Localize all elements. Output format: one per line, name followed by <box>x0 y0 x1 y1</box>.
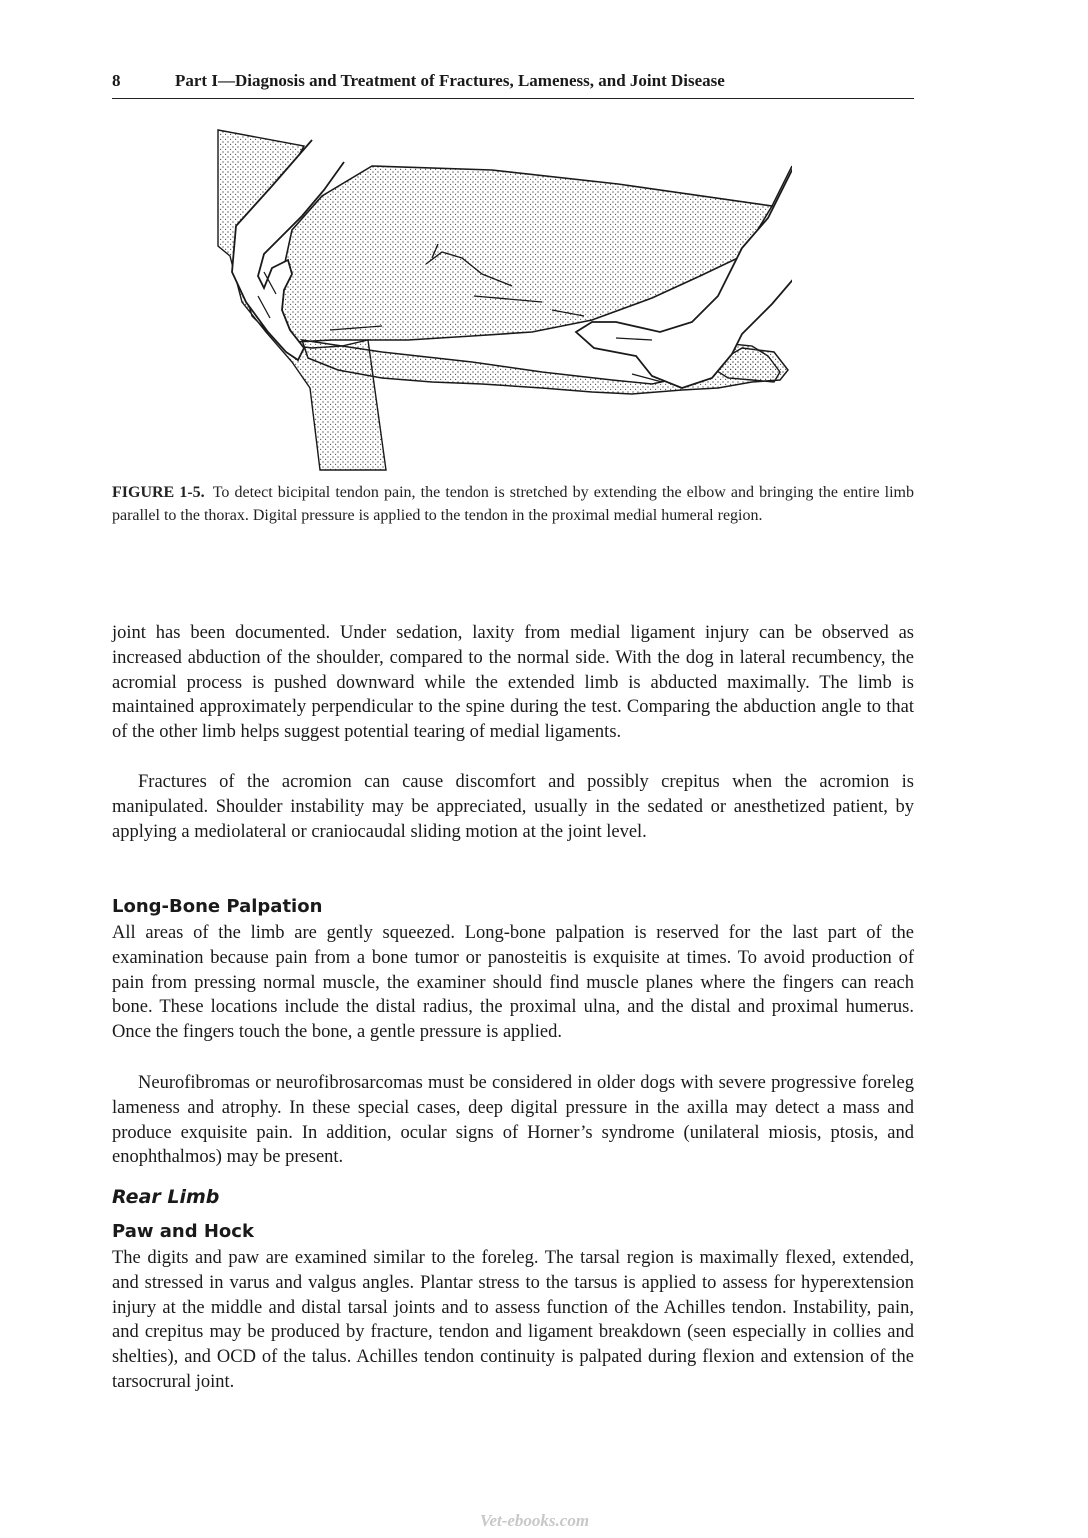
paragraph-neurofibromas: Neurofibromas or neurofibrosarcomas must be considered in older dogs with severe progressive foreleg lameness and atrophy. In these special cases, deep digital pressure in the axilla may detect a mass and produce exquisite pain. In addition, ocular signs of Horner’s syndrome (unilateral miosis, ptosis, and enophthalmos) may be present. <box>112 1073 914 1168</box>
watermark-text: Vet-ebooks.com <box>480 1511 590 1530</box>
heading-long-bone-palpation: Long-Bone Palpation <box>112 896 323 917</box>
figure-caption <box>112 482 914 527</box>
stippled-dog-limb-drawing <box>212 126 792 474</box>
page-number: 8 <box>112 71 121 90</box>
figure-caption-text: To detect bicipital tendon pain, the tendon is stretched by extending the elbow and bringing the entire limb parallel to the thorax. Digital pressure is applied to the tendon in the proximal medial humeral region. <box>112 484 914 524</box>
heading-paw-and-hock: Paw and Hock <box>112 1221 254 1242</box>
figure-label: FIGURE 1-5. <box>112 484 205 501</box>
watermark-logo <box>478 1508 612 1532</box>
running-title: Part I—Diagnosis and Treatment of Fractures, Lameness, and Joint Disease <box>175 71 725 90</box>
paragraph-long-bone-palpation: All areas of the limb are gently squeezed. Long-bone palpation is reserved for the last part of the examination because pain from a bone tumor or panosteitis is exquisite at times. To avoid production of pain from pressing normal muscle, the examiner should find muscle planes where the fingers can reach bone. These locations include the distal radius, the proximal ulna, and the distal and proximal humerus. Once the fingers touch the bone, a gentle pressure is applied. <box>112 923 914 1043</box>
figure-illustration <box>212 126 792 474</box>
paragraph-paw-and-hock: The digits and paw are examined similar to the foreleg. The tarsal region is maximally flexed, extended, and stressed in varus and valgus angles. Plantar stress to the tarsus is applied to assess for hyperextension injury at the middle and distal tarsal joints and to assess function of the Achilles tendon. Instability, pain, and crepitus may be produced by fracture, tendon and ligament breakdown (seen especially in collies and shelties), and OCD of the talus. Achilles tendon continuity is palpated during flexion and extension of the tarsocrural joint. <box>112 1248 914 1392</box>
running-head <box>112 68 914 99</box>
paragraph-acromion-fractures: Fractures of the acromion can cause discomfort and possibly crepitus when the acromion is manipulated. Shoulder instability may be appreciated, usually in the sedated or anesthetized patient, by applying a mediolateral or craniocaudal sliding motion at the joint level. <box>112 772 914 842</box>
heading-rear-limb: Rear Limb <box>112 1186 220 1208</box>
paragraph-shoulder-laxity: joint has been documented. Under sedation, laxity from medial ligament injury can be observed as increased abduction of the shoulder, compared to the normal side. With the dog in lateral recumbency, the acromial process is pushed downward while the extended limb is abducted maximally. The limb is maintained approximately perpendicular to the spine during the test. Comparing the abduction angle to that of the other limb helps suggest potential tearing of medial ligaments. <box>112 623 914 743</box>
